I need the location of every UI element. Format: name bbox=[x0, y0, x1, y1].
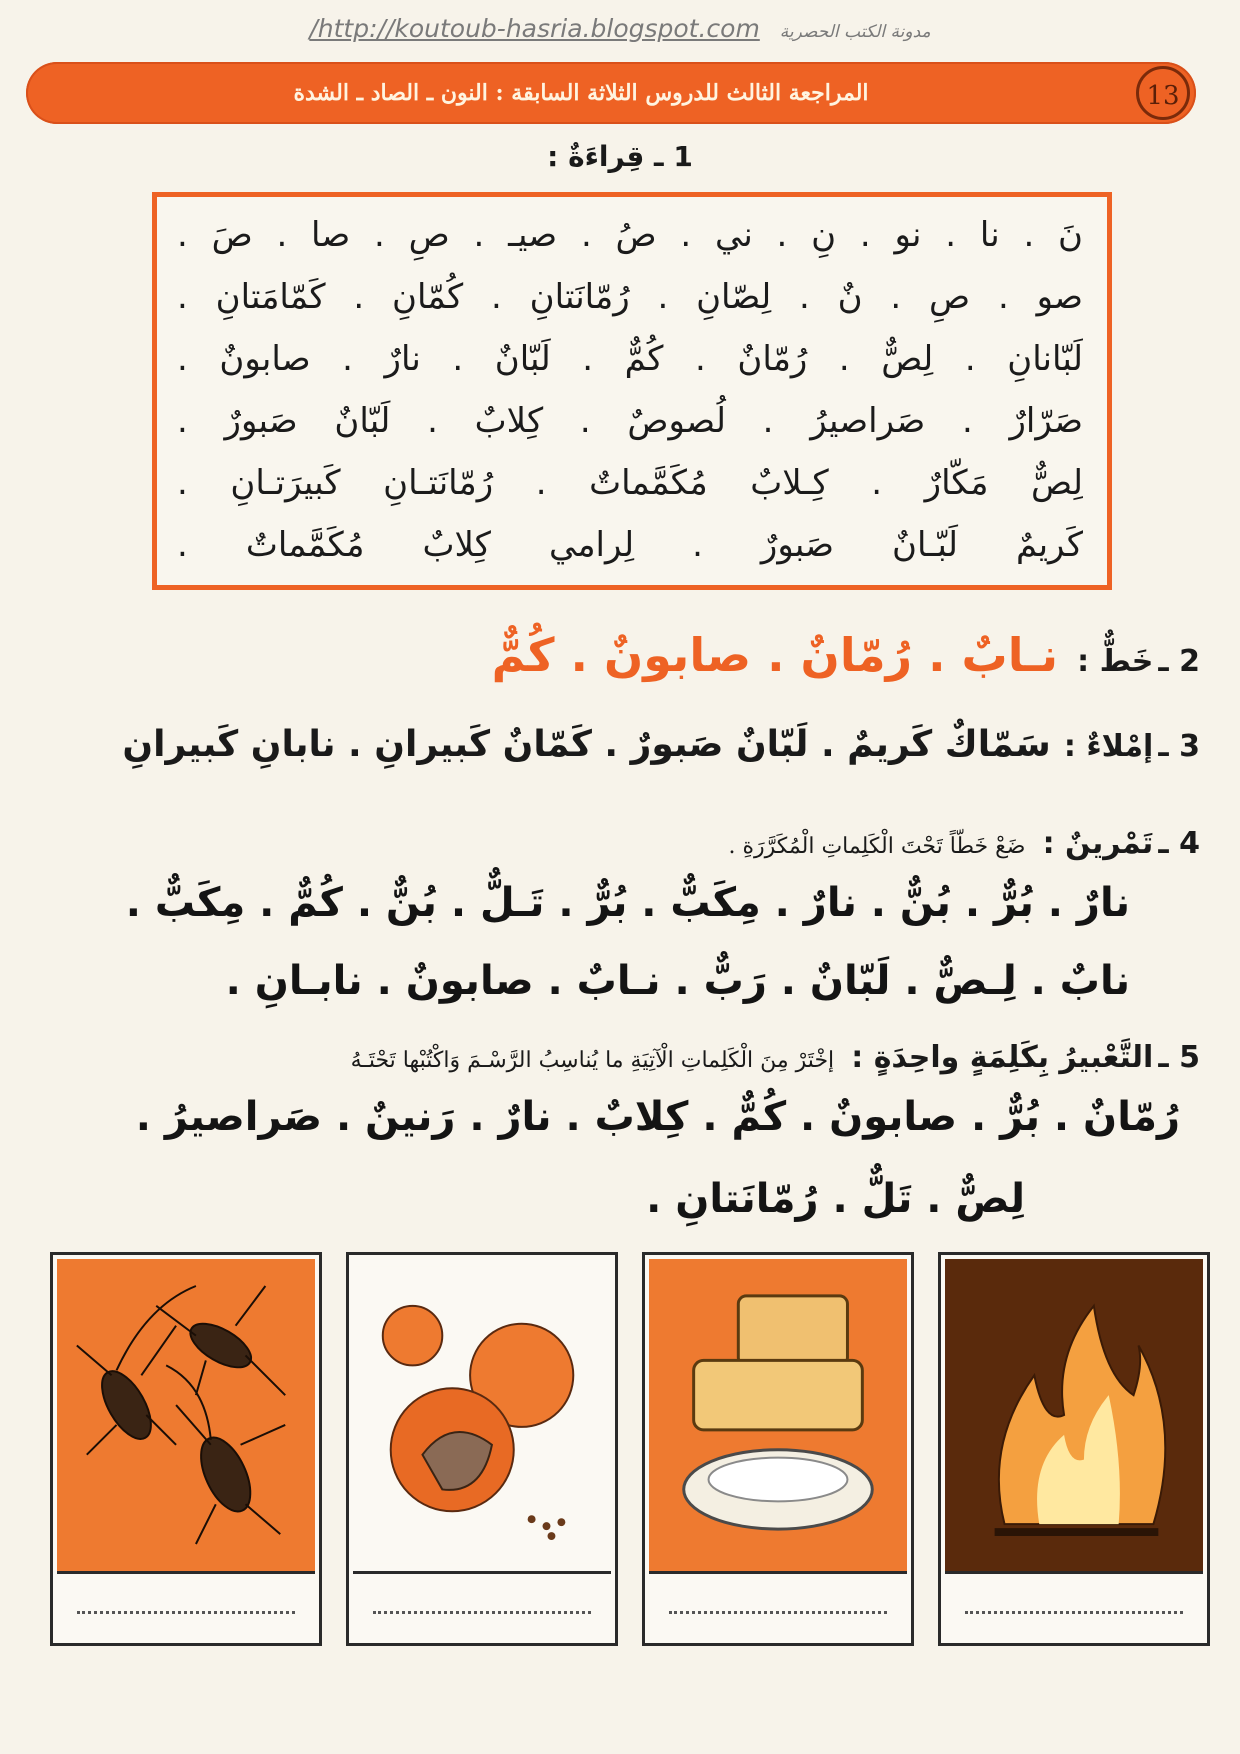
source-url[interactable]: /http://koutoub-hasria.blogspot.com bbox=[309, 14, 760, 43]
lesson-title: المراجعة الثالث للدروس الثلاثة السابقة : النون ـ الصاد ـ الشدة bbox=[293, 80, 869, 106]
reading-line: صو . صِ . نٌ . لِصّانِ . رُمّانَتانِ . كُمّانِ . كَمّامَتانِ . bbox=[177, 277, 1083, 317]
reading-line: لَبّانانِ . لِصٌّ . رُمّانٌ . كُمٌّ . لَبّانٌ . نارٌ . صابونٌ . bbox=[177, 339, 1083, 379]
picture-cards bbox=[50, 1252, 1212, 1646]
expression-instruction: إخْتَرْ مِنَ الْكَلِماتِ الْآتِيَةِ ما يُناسِبُ الرَّسْـمَ وَاكْتُبْها تَحْتَـهُ bbox=[350, 1048, 835, 1073]
picture-card-fire bbox=[938, 1252, 1210, 1646]
cockroaches-icon bbox=[57, 1259, 315, 1574]
reading-line: صَرّارٌ . صَراصيرُ . لُصوصٌ . كِلابٌ . لَبّانٌ صَبورٌ . bbox=[177, 401, 1083, 441]
reading-box bbox=[152, 192, 1112, 590]
picture-card-cockroaches bbox=[50, 1252, 322, 1646]
answer-line[interactable] bbox=[77, 1611, 295, 1614]
word-bank-line: لِصٌّ . تَلٌّ . رُمّانَتانِ . bbox=[646, 1176, 1025, 1222]
section-number: 5 ـ bbox=[1158, 1040, 1200, 1075]
reading-line: كَريمٌ لَبّـانٌ صَبورٌ . لِرامي كِلابٌ مُكَمَّماتٌ . bbox=[177, 525, 1083, 565]
answer-line[interactable] bbox=[669, 1611, 887, 1614]
lesson-header-bar bbox=[26, 62, 1196, 124]
reading-line: نَ . نا . نو . نِ . ني . صُ . صيـ . صِ . صا . صَ . bbox=[177, 215, 1083, 255]
section-label: التَّعْبيرُ بِكَلِمَةٍ واحِدَةٍ : bbox=[851, 1040, 1154, 1075]
section-label: خَطٌّ : bbox=[1077, 644, 1154, 679]
section-number: 4 ـ bbox=[1158, 826, 1200, 861]
lesson-number-badge: 13 bbox=[1136, 66, 1190, 120]
section-label: تَمْرينٌ : bbox=[1042, 826, 1154, 861]
pomegranates-icon bbox=[353, 1259, 611, 1574]
reading-heading: 1 ـ قِراءَةٌ : bbox=[547, 140, 693, 173]
expression-section bbox=[351, 1040, 1200, 1075]
source-watermark bbox=[0, 14, 1240, 43]
picture-card-soap bbox=[642, 1252, 914, 1646]
picture-card-pomegranates bbox=[346, 1252, 618, 1646]
exercise-words-line: نارٌ . بُرٌّ . بُنٌّ . نارٌ . مِكَبٌّ . بُرٌّ . تَـلٌّ . بُنٌّ . كُمٌّ . مِكَبٌّ . bbox=[125, 880, 1130, 926]
dictation-text: سَمّاكٌ كَريمٌ . لَبّانٌ صَبورٌ . كَمّانٌ كَبيرانِ . نابانِ كَبيرانِ bbox=[122, 724, 1051, 765]
fire-icon bbox=[945, 1259, 1203, 1574]
answer-line[interactable] bbox=[373, 1611, 591, 1614]
answer-line[interactable] bbox=[965, 1611, 1183, 1614]
exercise-section bbox=[729, 826, 1201, 861]
exercise-words-line: نابٌ . لِـصٌّ . لَبّانٌ . رَبٌّ . نـابٌ . صابونٌ . نابـانِ . bbox=[225, 958, 1130, 1004]
exercise-instruction: ضَعْ خَطّاً تَحْتَ الْكَلِماتِ الْمُكَرَّرَةِ . bbox=[728, 834, 1026, 859]
handwriting-section bbox=[492, 628, 1200, 682]
section-label: إمْلاءٌ : bbox=[1063, 729, 1154, 764]
word-bank-line: رُمّانٌ . بُرٌّ . صابونٌ . كُمٌّ . كِلابٌ . نارٌ . رَنينٌ . صَراصيرُ . bbox=[135, 1094, 1180, 1140]
section-number: 2 ـ bbox=[1158, 644, 1200, 679]
soap-icon bbox=[649, 1259, 907, 1574]
blog-name: مدونة الكتب الحصرية bbox=[779, 22, 931, 42]
dictation-section bbox=[40, 724, 1200, 765]
section-number: 3 ـ bbox=[1158, 729, 1200, 764]
reading-line: لِصٌّ مَكّارٌ . كِـلابٌ مُكَمَّماتٌ . رُمّانَتـانِ كَبيرَتـانِ . bbox=[177, 463, 1083, 503]
handwriting-words: نـابٌ . رُمّانٌ . صابونٌ . كُمٌّ bbox=[491, 628, 1059, 682]
